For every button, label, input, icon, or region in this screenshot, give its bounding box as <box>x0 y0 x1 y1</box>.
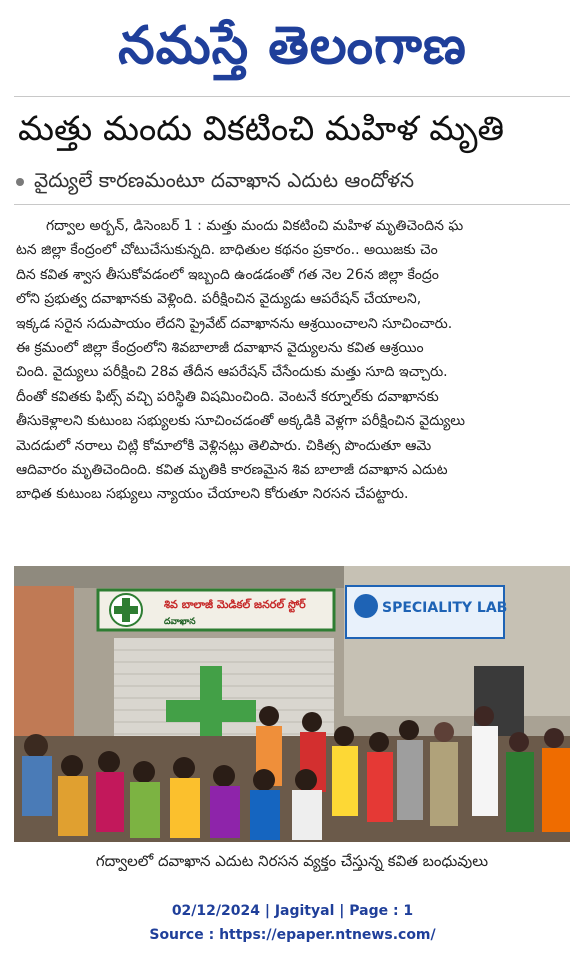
bullet-icon <box>16 178 24 186</box>
article-body-line: ఇక్కడ సరైన సదుపాయం లేదని ప్రైవేట్ దవాఖానను ఆశ్రయించాలని సూచించారు. <box>16 315 453 332</box>
article-body-line: దిన కవిత శ్వాస తీసుకోవడంలో ఇబ్బంది ఉండడంతో గత నెల 26న జిల్లా కేంద్రం <box>16 266 439 283</box>
divider <box>14 96 570 97</box>
newspaper-title: నమస్తే తెలంగాణ <box>118 16 467 76</box>
shop-sign-left-sub: దవాఖాన <box>164 617 196 627</box>
article-body-line: బాధిత కుటుంబ సభ్యులు న్యాయం చేయాలని కోరుతూ నిరసన చేపట్టారు. <box>16 486 409 503</box>
shop-sign-right: SPECIALITY LAB <box>382 600 508 616</box>
article-body-line: గద్వాల అర్బన్, డిసెంబర్ 1 : మత్తు మందు వికటించి మహిళ మృతిచెందిన ఘ <box>46 218 464 234</box>
footer-source-line: Source : https://epaper.ntnews.com/ <box>149 927 436 943</box>
article-body-line: చింది. వైద్యులు పరీక్షించి 28వ తేదీన ఆపరేషన్ చేసేందుకు మత్తు సూది ఇచ్చారు. <box>16 364 448 381</box>
article-body <box>16 214 572 550</box>
article-body-line: దీంతో కవితకు ఫిట్స్ వచ్చి పరిస్థితి విషమించింది. వెంటనే కర్నూల్‌కు దవాఖానకు <box>16 388 439 405</box>
footer-date-line: 02/12/2024 | Jagityal | Page : 1 <box>171 903 414 919</box>
news-photo <box>14 566 570 842</box>
article-body-line: ఈ క్రమంలో జిల్లా కేంద్రంలోని శివబాలాజీ దవాఖాన వైద్యులను కవిత ఆశ్రయిం <box>16 339 424 356</box>
article-body-line: తీసుకెళ్లాలని కుటుంబ సభ్యులకు సూచించడంతో అక్కడికి వెళ్లగా పరీక్షించిన వైద్యులు <box>16 413 466 430</box>
divider <box>14 204 570 205</box>
masthead <box>0 0 585 92</box>
article-body-line: ఆదివారం మృతిచెందింది. కవిత మృతికి కారణమైన శివ బాలాజీ దవాఖాన ఎదుట <box>16 461 448 478</box>
subheadline <box>16 166 576 198</box>
article-body-line: లోని ప్రభుత్వ దవాఖానకు వెళ్లింది. పరీక్షించిన వైద్యుడు ఆపరేషన్ చేయాలని, <box>16 291 422 308</box>
article-body-line: టన జిల్లా కేంద్రంలో చోటుచేసుకున్నది. బాధితుల కథనం ప్రకారం.. అయిజకు చెం <box>16 242 438 259</box>
headline: మత్తు మందు వికటించి మహిళ మృతి <box>18 109 505 149</box>
shop-sign-left: శివ బాలాజీ మెడికల్ జనరల్ స్టోర్ <box>164 598 306 611</box>
article-body-line: మెదడులో నరాలు చిట్లి కోమాలోకి వెళ్లినట్లు తెలిపారు. చికిత్స పొందుతూ ఆమె <box>16 437 432 454</box>
photo-caption: గద్వాలలో దవాఖాన ఎదుట నిరసన వ్యక్తం చేస్తున్న కవిత బంధువులు <box>95 852 489 870</box>
subheadline-text: వైద్యులే కారణమంటూ దవాఖాన ఎదుట ఆందోళన <box>34 167 415 192</box>
